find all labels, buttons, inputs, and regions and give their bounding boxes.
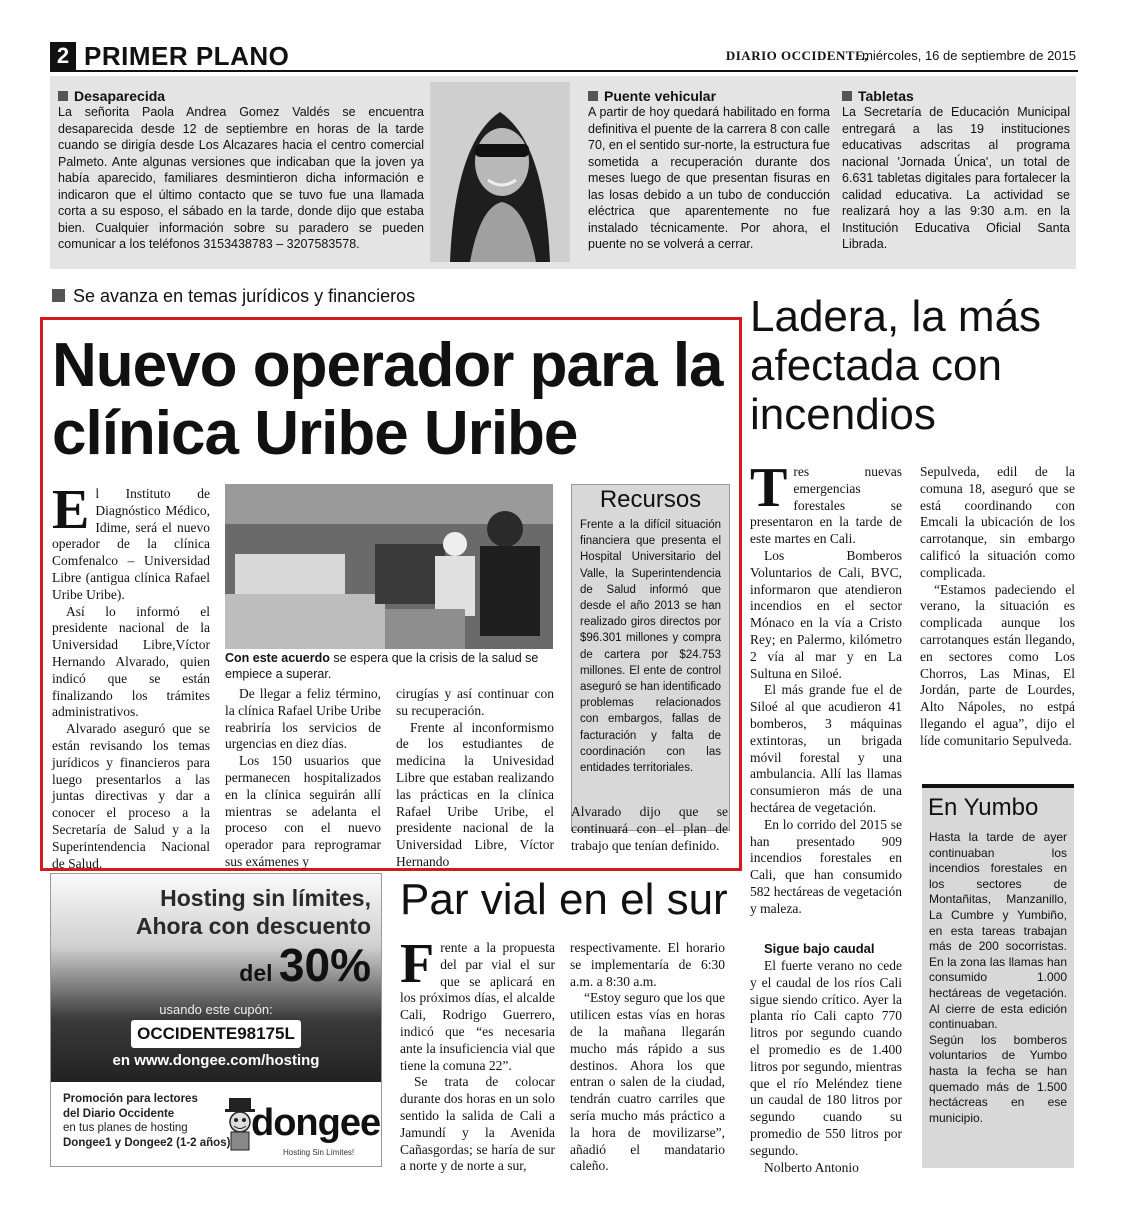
bullet-square-icon <box>842 91 852 101</box>
bullet-square-icon <box>588 91 598 101</box>
issue-date: miércoles, 16 de septiembre de 2015 <box>862 48 1076 63</box>
missing-woman-photo <box>430 82 570 262</box>
brief-title: Tabletas <box>858 88 914 104</box>
hospital-photo-illustration <box>225 484 553 649</box>
main-story-column-3: cirugías y así continuar con su recuperación. Frente al inconformismo de los estudiantes de medicina la Univesidad Libre que estaban realizando las prácticas en la clínica Rafael Uribe Uribe, el presidente nacional de la Universidad Libre, Víctor Hernando <box>396 686 554 869</box>
ladera-column-1: Tres nuevas emergencias forestales se presentaron en la tarde de este martes en Cali. Los Bomberos Voluntarios de Cali, BVC, informaron que atendieron incendios en el sector Mónaco en la vía a Cristo Rey; en Palermo, kilómetro 2 vía al mar y en La Sultuna en Siloé. El más grande fue el de Siloé al que acudieron 41 bomberos, 3 máquinas extintoras, un brigada móvil forestal y una ambulancia. Allí las llamas consumieron más de una hectárea de vegetación. En lo corrido del 2015 se han presentado 909 incendios forestales en Cali, que han consumido 582 hectáreas de vegetación y maleza. <box>750 457 902 916</box>
sidebar-title: En Yumbo <box>928 794 1039 821</box>
brief-title: Puente vehicular <box>604 88 717 104</box>
brief-text: La señorita Paola Andrea Gomez Valdés se encuentra desaparecida desde 12 de septiembre en horas de la tarde cuando se dirigía desde Los Alcazares hacia el centro comercial Palmeto. Ante algunas versiones que indicaban que la joven ya había aparecido, familiares desmintieron dicha información e indicaron que el último contacto que se tuvo fue una llamada corta a su esposo, el sábado en la tarde, donde dijo que estaba bien. Cualquier información sobre su paradero se pueden comunicar a los teléfonos 3153438783 – 3207583578. <box>58 105 424 251</box>
drop-cap: E <box>52 479 90 541</box>
par-vial-headline: Par vial en el sur <box>400 875 728 924</box>
brief-text: La Secretaría de Educación Municipal entregará a las 19 instituciones educativas adscritas al programa nacional 'Jornada Única', un total de 6.631 tabletas digitales para fortalecer la calidad educativa. La actividad se realizará hoy a las 9:30 a.m. en la Institución Educativa Oficial Santa Librada. <box>842 105 1070 251</box>
story-kicker: Se avanza en temas jurídicos y financieros <box>52 286 415 307</box>
portrait-illustration <box>430 82 570 262</box>
coupon-intro: usando este cupón: <box>159 1002 273 1017</box>
main-story-column-4: Alvarado dijo que se continuará con el plan de trabajo que tenían definido. <box>571 804 728 853</box>
photo-caption: Con este acuerdo se espera que la crisis de la salud se empiece a superar. <box>225 651 539 681</box>
hosting-advertisement[interactable] <box>50 873 382 1167</box>
ladera-column-2: Sepulveda, edil de la comuna 18, aseguró que se está coordinando con Emcali la ubicación de los carrotanque, sin embargo calificó la situación como complicada. “Estamos padeciendo el verano, la situación es complicada aunque los carrotanques están llegando, en sectores como Los Chorros, Las Minas, El Jordán, parte de Lourdes, Alto Nápoles, no estpá llegando el agua”, dijo el líde comunitario Sepulveda. <box>920 464 1075 748</box>
ad-headline: Hosting sin límites, Ahora con descuento <box>135 885 371 939</box>
par-vial-column-2: respectivamente. El horario se implementaría de 6:30 a.m. a 8:30 a.m. “Estoy seguro que los que utilicen estas vías en horas de la mañana llegarán mucho más rápido a sus destinos. Ahora los que entran o salen de la ciudad, tendrán cuatro carriles que sería mucho más práctico a la hora de movilizarse”, añadió el mandatario caleño. <box>570 940 725 1174</box>
bullet-square-icon <box>58 91 68 101</box>
main-headline: Nuevo operador para la clínica Uribe Uribe <box>52 331 723 468</box>
ladera-column-1b: El fuerte verano no cede y el caudal de los ríos Cali sigue siendo crítico. Ayer la planta río Cali capto 770 litros por segundo cuando el promedio es de 1.400 litros por segundo, mientras que el río Meléndez tiene un caudal de 180 litros por segundo cuando su promedio de 550 litros por segundo. Nolberto Antonio <box>750 958 902 1175</box>
main-story-column-1: El Instituto de Diagnóstico Médico, Idime, será el nuevo operador de la clínica Comfenalco – Universidad Libre (antigua clínica Rafael Uribe Uribe). Así lo informó el presidente nacional de la Universidad Libre,Víctor Hernando Alvarado, quien indicó que se están finalizando los trámites administrativos. Alvarado aseguró que se están revisando los temas jurídicos y financieros para luego presentarlos a las juntas directivas y dar a conocer el proceso a la Secretaría de Salud y a la Superintendencia Nacional de Salud. <box>52 479 210 871</box>
ad-discount: del 30% <box>239 939 371 991</box>
section-title: PRIMER PLANO <box>84 41 290 71</box>
ad-promo-text: Promoción para lectores del Diario Occidente en tus planes de hosting Dongee1 y Dongee2 (1-2 años) <box>63 1093 231 1149</box>
en-yumbo-sidebar <box>922 784 1074 1168</box>
brief-desaparecida <box>58 88 424 253</box>
ladera-headline: Ladera, la más afectada con incendios <box>750 292 1042 439</box>
ad-url-link[interactable]: en www.dongee.com/hosting <box>112 1052 320 1069</box>
brief-text: A partir de hoy quedará habilitado en forma definitiva el puente de la carrera 8 con calle 70, en el sentido sur-norte, la estructura fue sometida a recuperación durante dos meses luego de que presentan fisuras en las losas debido a un tubo de conducción eléctrica que aparentemente no fue instalado técnicamente. Por ahora, el puente no se volverá a cerrar. <box>588 105 830 251</box>
brief-title: Desaparecida <box>74 88 166 104</box>
main-story-column-2: De llegar a feliz término, la clínica Rafael Uribe Uribe reabriría los servicios de urgencias en diez días. Los 150 usuarios que permanecen hospitalizados en la clínica seguirán allí mientras se adelanta el proceso con el nuevo operador para reprogramar sus exámenes y <box>225 686 381 869</box>
discount-percent: 30% <box>278 939 371 991</box>
page-number: 2 <box>50 42 76 70</box>
sidebar-title: Recursos <box>599 486 702 513</box>
ladera-subhead: Sigue bajo caudal <box>764 941 875 956</box>
sidebar-text: Frente a la difícil situación financiera que presenta el Hospital Universitario del Valle, la Superintendencia de Salud informó que desde el año 2013 se han realizado giros directos por $96.301 millones y compra de cartera por $24.753 millones. El ente de control aseguró se han identificado problemas relacionados con embargos, fallas de facturación y falta de coordinación con las entidades territoriales. <box>580 519 721 775</box>
brief-tabletas <box>842 88 1070 253</box>
news-briefs-bar <box>50 76 1076 269</box>
drop-cap: T <box>750 457 788 519</box>
newspaper-name: DIARIO OCCIDENTE, <box>725 48 868 63</box>
coupon-code: OCCIDENTE98175L <box>131 1020 301 1048</box>
dongee-tagline: Hosting Sin Límites! <box>283 1148 355 1157</box>
brief-puente <box>588 88 830 253</box>
sidebar-text: Hasta la tarde de ayer continuaban los incendios forestales en los sectores de Montañitas, Manzanillo, La Cumbre y Yumbiño, en esta tareas trabajan más de 200 socorristas. En la zona las llamas han consumido 1.000 hectáreas de vegetación. Al cierre de esta edición continuaban. Según los bomberos voluntarios de Yumbo hasta la fecha se han quemado más de 1.500 hectácreas en ese municipio. <box>929 830 1067 1125</box>
page-header <box>50 40 1078 72</box>
dongee-logo: dongee <box>251 1102 381 1144</box>
drop-cap: F <box>400 933 435 995</box>
hospital-ward-photo <box>225 484 553 649</box>
bullet-square-icon <box>52 289 65 302</box>
recursos-sidebar <box>571 484 730 831</box>
par-vial-column-1: Frente a la propuesta del par vial el sur que se aplicará en los próximos días, el alcalde Cali, Rodrigo Guerrero, indicó que “es necesaria ante la insuficiencia vial que tiene la comuna 22”. Se trata de colocar durante dos horas en un solo sentido la salida de Cali a Jamundí y la Avenida Cañasgordas; se haría de sur a norte y de norte a sur, <box>400 933 555 1174</box>
